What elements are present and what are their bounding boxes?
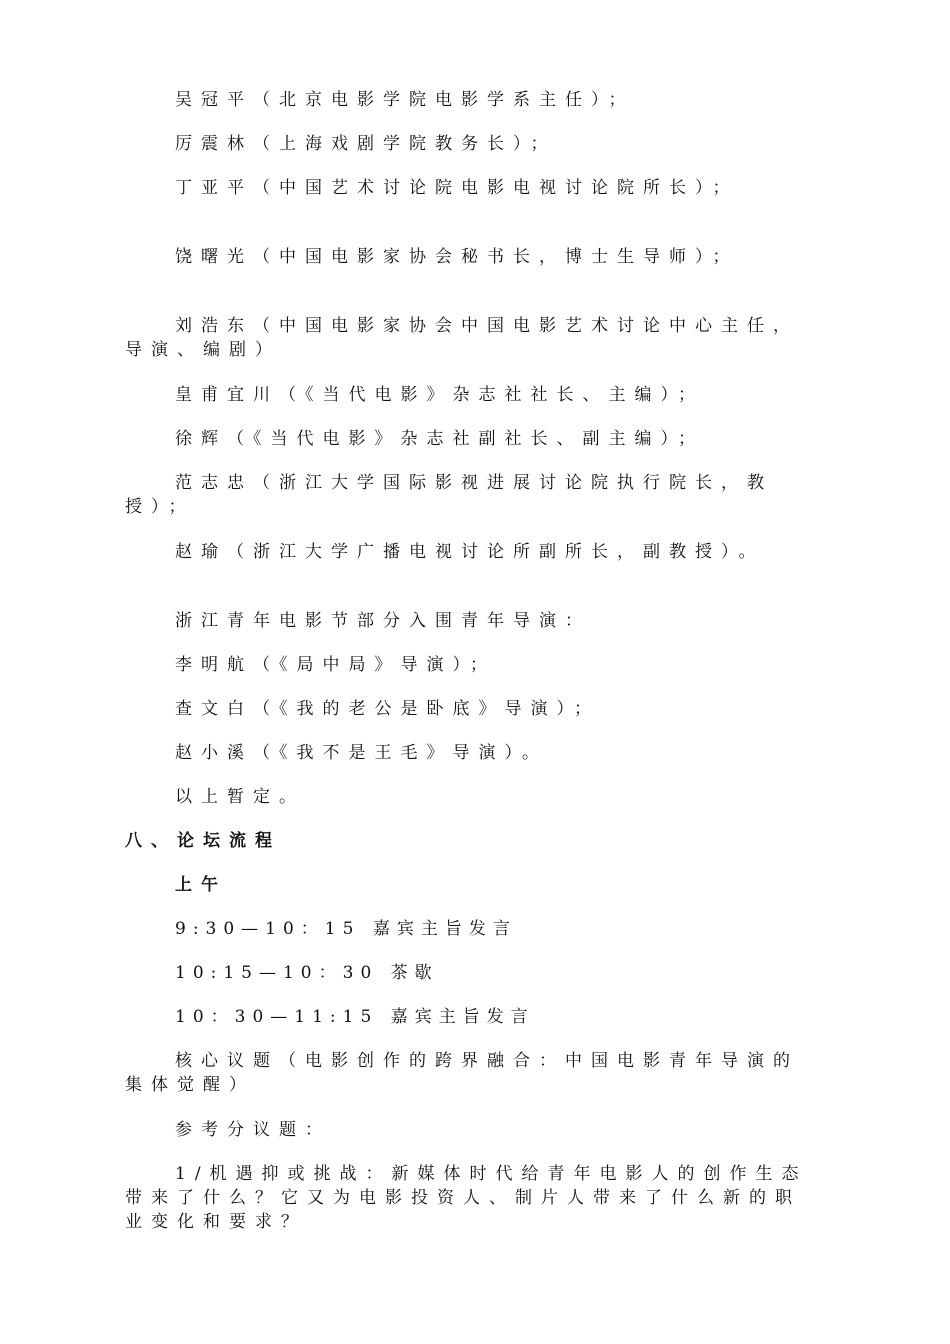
young-directors-heading: 浙江青年电影节部分入围青年导演： [175,611,591,631]
guest-wu-guanping: 吴冠平（北京电影学院电影学系主任）； [175,90,635,110]
guest-ding-yaping: 丁亚平（中国艺术讨论院电影电视讨论院所长）； [175,178,739,198]
section-heading-forum-process: 八、论坛流程 [125,831,281,851]
guest-xu-hui: 徐辉（《当代电影》杂志社副社长、副主编）； [175,429,704,449]
schedule-item-2: 10:15—10：30 茶歇 [175,963,439,983]
guest-rao-shuguang: 饶曙光（中国电影家协会秘书长，博士生导师）； [175,247,739,267]
guest-li-zhenlin: 厉震林（上海戏剧学院教务长）； [175,134,557,154]
guest-fan-zhizhong: 范志忠（浙江大学国际影视进展讨论院执行院长，教授）； [125,473,773,517]
sub-topic-1: 1/机遇抑或挑战：新媒体时代给青年电影人的创作生态带来了什么？它又为电影投资人、制片人带来了什么新的职业变化和要求？ [125,1164,808,1232]
guest-huangfu-yichuan: 皇甫宜川（《当代电影》杂志社社长、主编）； [175,385,704,405]
guest-liu-haodong: 刘浩东（中国电影家协会中国电影艺术讨论中心主任，导演、编剧） [125,316,799,360]
director-zhao-xiaoxi: 赵小溪（《我不是王毛》导演）。 [175,743,548,763]
morning-heading: 上午 [175,875,227,895]
tentative-note: 以上暂定。 [175,787,305,807]
schedule-item-1: 9:30—10：15 嘉宾主旨发言 [175,919,517,939]
core-topic: 核心议题（电影创作的跨界融合：中国电影青年导演的集体觉醒） [125,1051,799,1095]
director-li-minghang: 李明航（《局中局》导演）； [175,655,496,675]
director-zha-wenbai: 查文白（《我的老公是卧底》导演）； [175,699,600,719]
schedule-item-3: 10：30—11:15 嘉宾主旨发言 [175,1007,535,1027]
sub-topics-heading: 参考分议题： [175,1120,331,1140]
guest-zhao-yu: 赵瑜（浙江大学广播电视讨论所副所长，副教授）。 [175,542,765,562]
